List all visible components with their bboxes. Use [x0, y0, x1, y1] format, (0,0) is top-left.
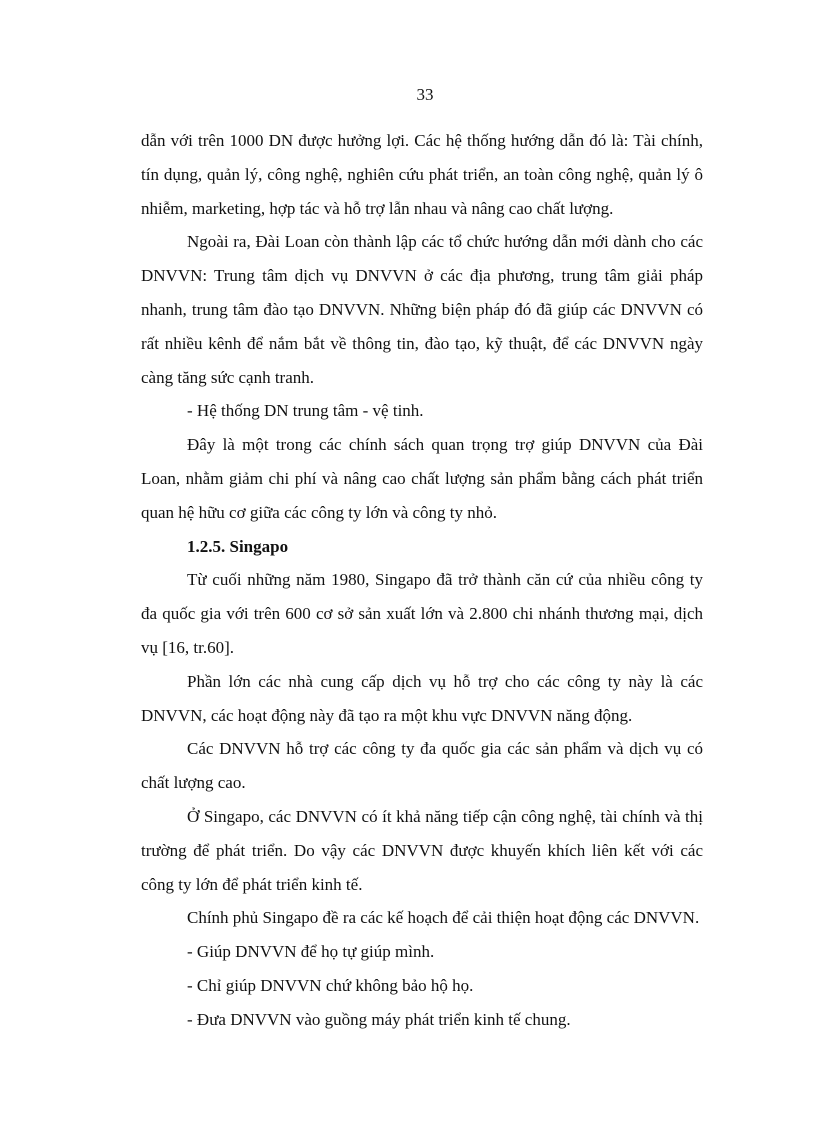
paragraph-taiwan-policy: Đây là một trong các chính sách quan trọng trợ giúp DNVVN của Đài Loan, nhằm giảm chi phí và nâng cao chất lượng sản phẩm bằng cách phát triển quan hệ hữu cơ giữa các công ty lớn và công ty nhỏ.	[141, 435, 703, 522]
bullet-central-satellite-system: - Hệ thống DN trung tâm - vệ tinh.	[187, 401, 424, 421]
paragraph-taiwan-guidance-systems: dẫn với trên 1000 DN được hưởng lợi. Các hệ thống hướng dẫn đó là: Tài chính, tín dụng, quản lý, công nghệ, nghiên cứu phát triển, an toàn công nghệ, quản lý ô nhiễm, marketing, hợp tác và hỗ trợ lẫn nhau và nâng cao chất lượng.	[141, 131, 703, 218]
paragraph-singapore-suppliers: Phần lớn các nhà cung cấp dịch vụ hỗ trợ cho các công ty này là các DNVVN, các hoạt động này đã tạo ra một khu vực DNVVN năng động.	[141, 671, 703, 725]
paragraph-singapore-support-quality: Các DNVVN hỗ trợ các công ty đa quốc gia các sản phẩm và dịch vụ có chất lượng cao.	[141, 739, 703, 793]
paragraph-singapore-multinationals: Từ cuối những năm 1980, Singapo đã trở thành căn cứ của nhiều công ty đa quốc gia với trên 600 cơ sở sản xuất lớn và 2.800 chi nhánh thương mại, dịch vụ [16, tr.60].	[141, 570, 703, 657]
bullet-self-help: - Giúp DNVVN để họ tự giúp mình.	[187, 942, 435, 962]
paragraph-taiwan-new-organizations: Ngoài ra, Đài Loan còn thành lập các tổ chức hướng dẫn mới dành cho các DNVVN: Trung tâm dịch vụ DNVVN ở các địa phương, trung tâm giải pháp nhanh, trung tâm đào tạo DNVVN. Những biện pháp đó đã giúp các DNVVN có rất nhiều kênh để nắm bắt về thông tin, đào tạo, kỹ thuật, để các DNVVN ngày càng tăng sức cạnh tranh.	[141, 232, 703, 387]
section-heading-singapore: 1.2.5. Singapo	[187, 536, 289, 556]
bullet-no-protection: - Chỉ giúp DNVVN chứ không bảo hộ họ.	[187, 975, 474, 995]
bullet-economic-development: - Đưa DNVVN vào guồng máy phát triển kinh tế chung.	[187, 1009, 571, 1029]
document-body	[141, 124, 703, 1037]
paragraph-singapore-access: Ở Singapo, các DNVVN có ít khả năng tiếp cận công nghệ, tài chính và thị trường để phát triển. Do vậy các DNVVN được khuyến khích liên kết với các công ty lớn để phát triển kinh tế.	[141, 806, 703, 894]
paragraph-singapore-government-plans: Chính phủ Singapo đề ra các kế hoạch để cải thiện hoạt động các DNVVN.	[187, 908, 700, 928]
page-number: 33	[416, 85, 434, 104]
